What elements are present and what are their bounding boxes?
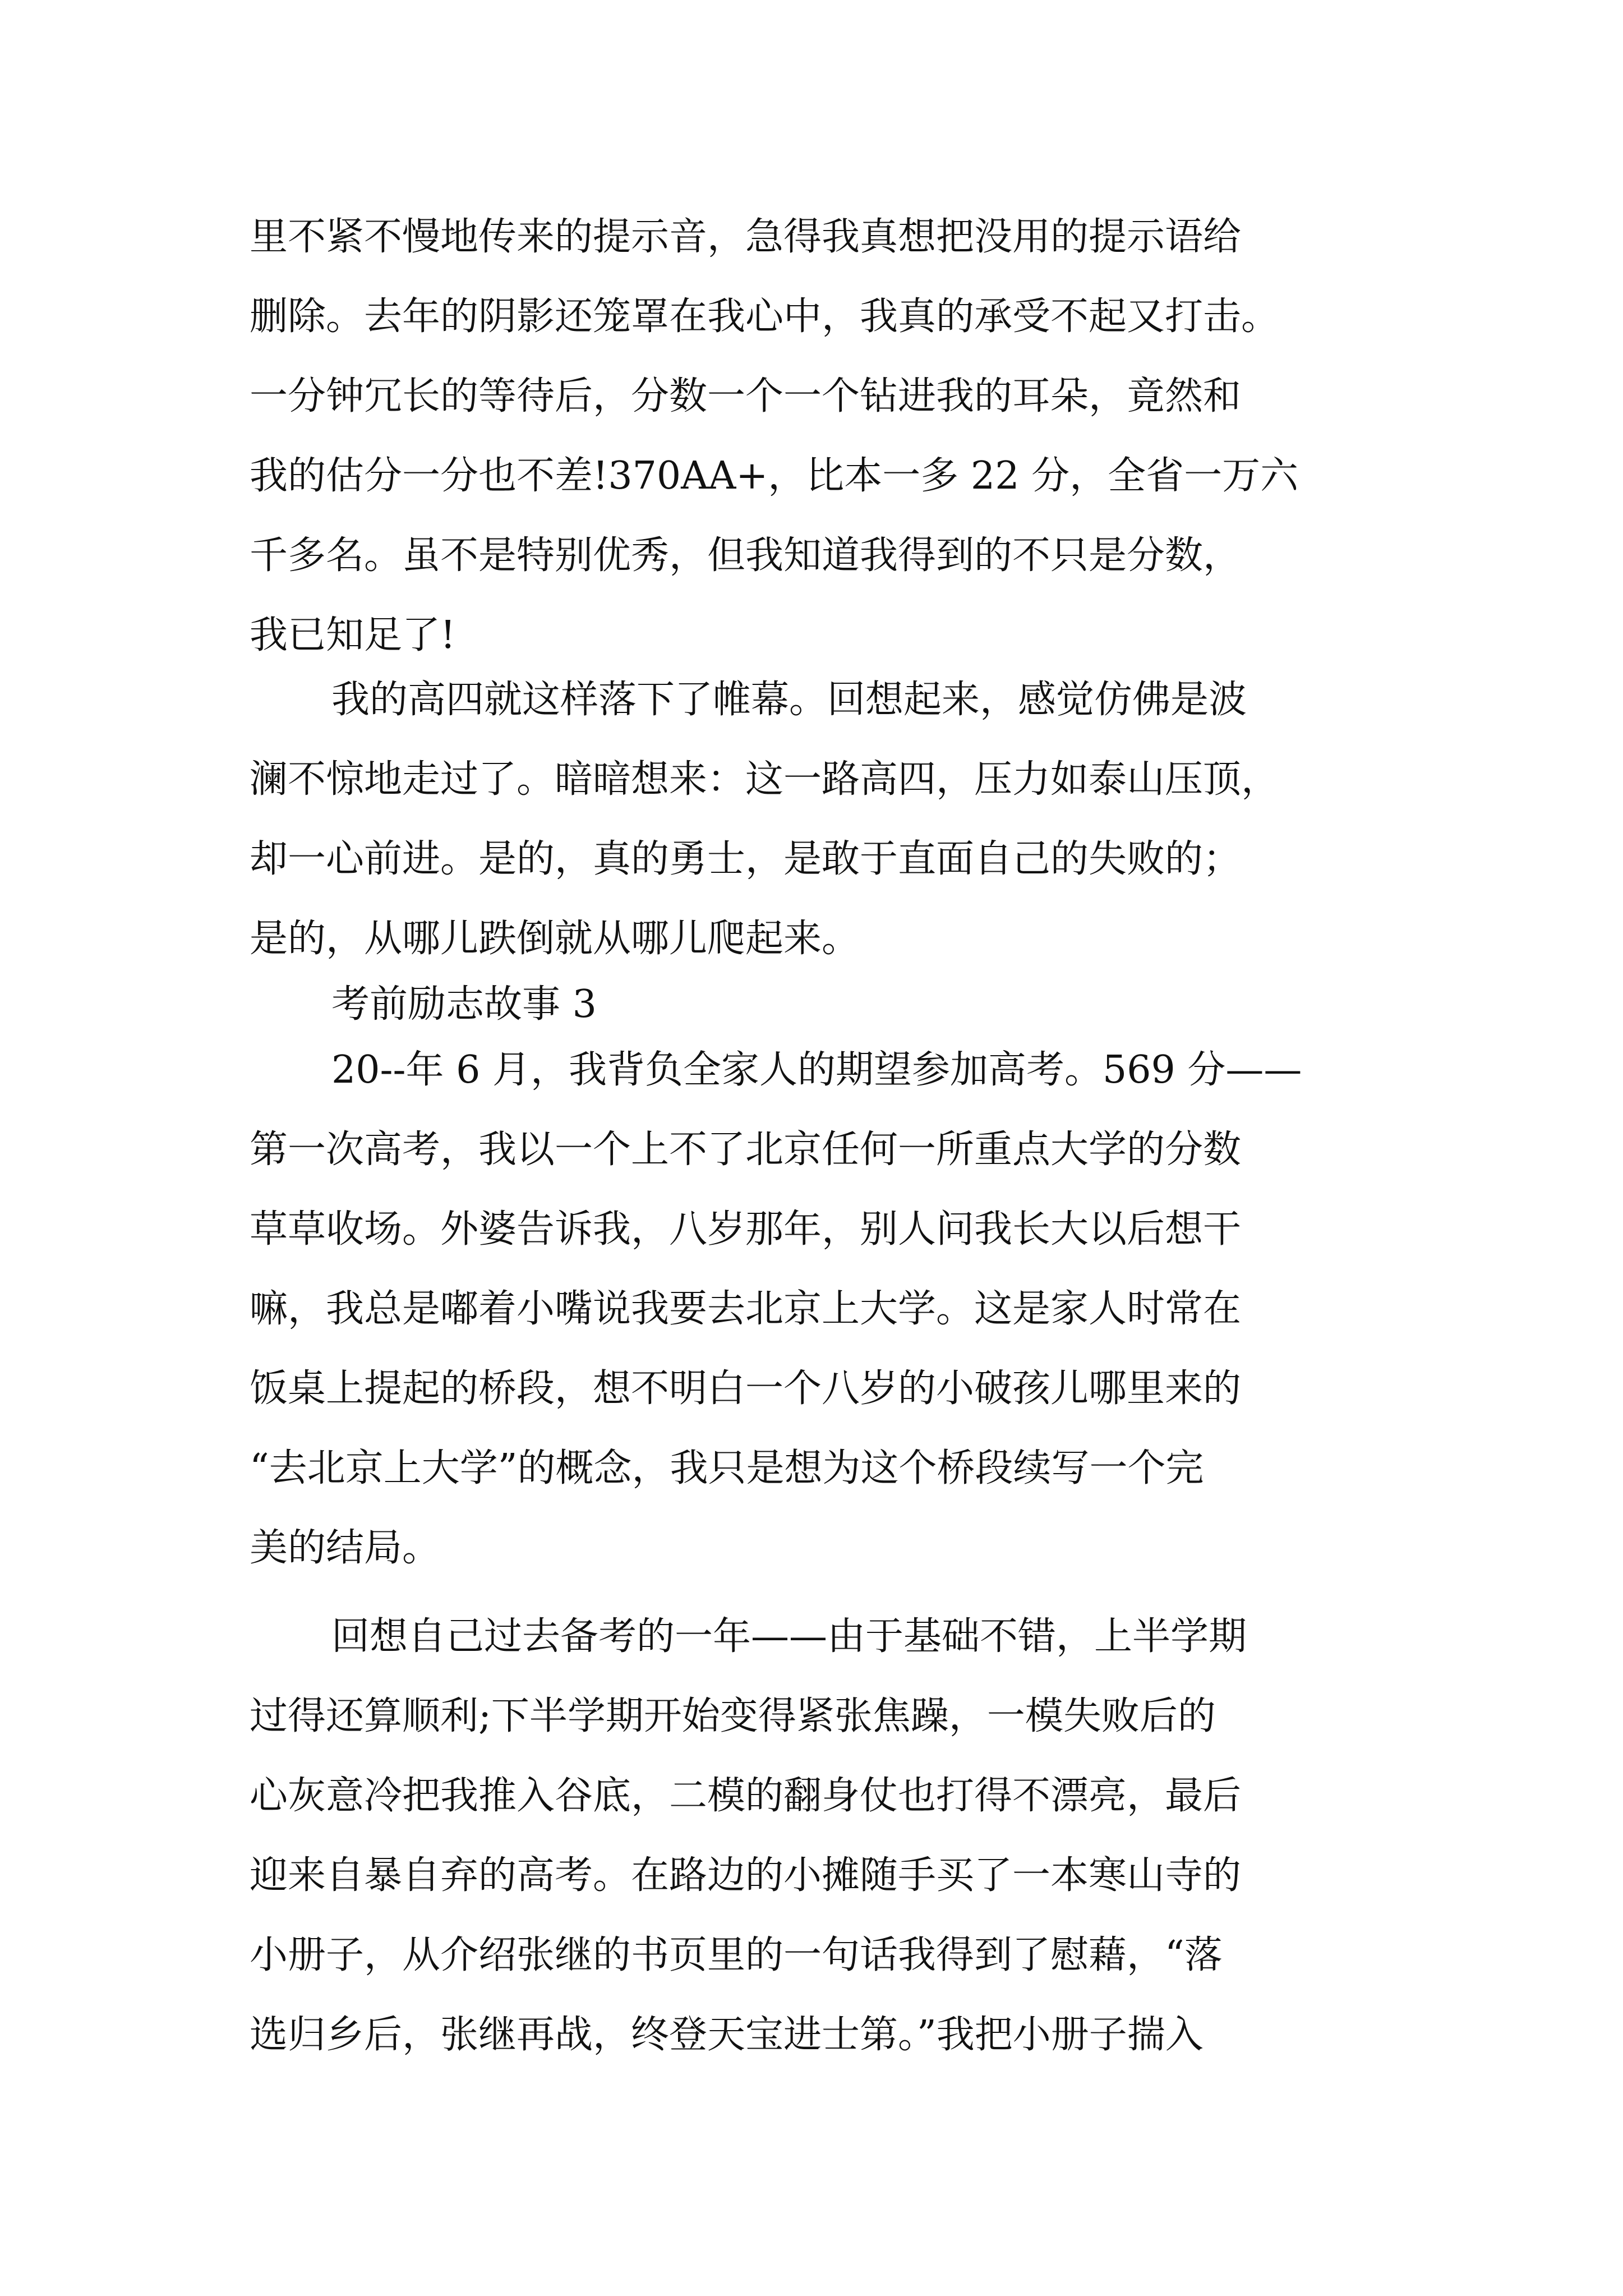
text-line: 我的估分一分也不差!370AA+，比本一多 22 分，全省一万六 bbox=[250, 454, 1299, 498]
paragraph-first-line: 回想自己过去备考的一年——由于基础不错，上半学期 bbox=[331, 1614, 1247, 1659]
text-line: 过得还算顺利;下半学期开始变得紧张焦躁，一模失败后的 bbox=[250, 1694, 1216, 1738]
text-line: 澜不惊地走过了。暗暗想来：这一路高四，压力如泰山压顶， bbox=[250, 757, 1280, 802]
text-line: 删除。去年的阴影还笼罩在我心中，我真的承受不起又打击。 bbox=[250, 295, 1280, 339]
text-line: 迎来自暴自弃的高考。在路边的小摊随手买了一本寒山寺的 bbox=[250, 1853, 1242, 1898]
text-line: 选归乡后，张继再战，终登天宝进士第。”我把小册子揣入 bbox=[250, 2013, 1204, 2057]
text-line: 千多名。虽不是特别优秀，但我知道我得到的不只是分数， bbox=[250, 533, 1242, 578]
text-line: 是的，从哪儿跌倒就从哪儿爬起来。 bbox=[250, 917, 860, 961]
text-line: 第一次高考，我以一个上不了北京任何一所重点大学的分数 bbox=[250, 1128, 1242, 1172]
paragraph-first-line: 我的高四就这样落下了帷幕。回想起来，感觉仿佛是波 bbox=[331, 678, 1247, 722]
text-line: 里不紧不慢地传来的提示音，急得我真想把没用的提示语给 bbox=[250, 215, 1242, 259]
paragraph-first-line: 20--年 6 月，我背负全家人的期望参加高考。569 分—— bbox=[331, 1048, 1302, 1092]
text-line: “去北京上大学”的概念，我只是想为这个桥段续写一个完 bbox=[250, 1446, 1204, 1490]
text-line: 饭桌上提起的桥段，想不明白一个八岁的小破孩儿哪里来的 bbox=[250, 1366, 1242, 1411]
text-line: 我已知足了! bbox=[250, 613, 456, 657]
text-line: 却一心前进。是的，真的勇士，是敢于直面自己的失败的； bbox=[250, 837, 1242, 881]
text-line: 心灰意冷把我推入谷底，二模的翻身仗也打得不漂亮，最后 bbox=[250, 1774, 1242, 1818]
document-page bbox=[250, 0, 1394, 2296]
text-line: 嘛，我总是嘟着小嘴说我要去北京上大学。这是家人时常在 bbox=[250, 1287, 1242, 1331]
text-line: 草草收场。外婆告诉我，八岁那年，别人问我长大以后想干 bbox=[250, 1207, 1242, 1251]
text-line: 一分钟冗长的等待后，分数一个一个钻进我的耳朵，竟然和 bbox=[250, 374, 1242, 418]
text-line: 美的结局。 bbox=[250, 1526, 441, 1570]
section-heading: 考前励志故事 3 bbox=[331, 982, 597, 1027]
text-line: 小册子，从介绍张继的书页里的一句话我得到了慰藉，“落 bbox=[250, 1933, 1223, 1977]
